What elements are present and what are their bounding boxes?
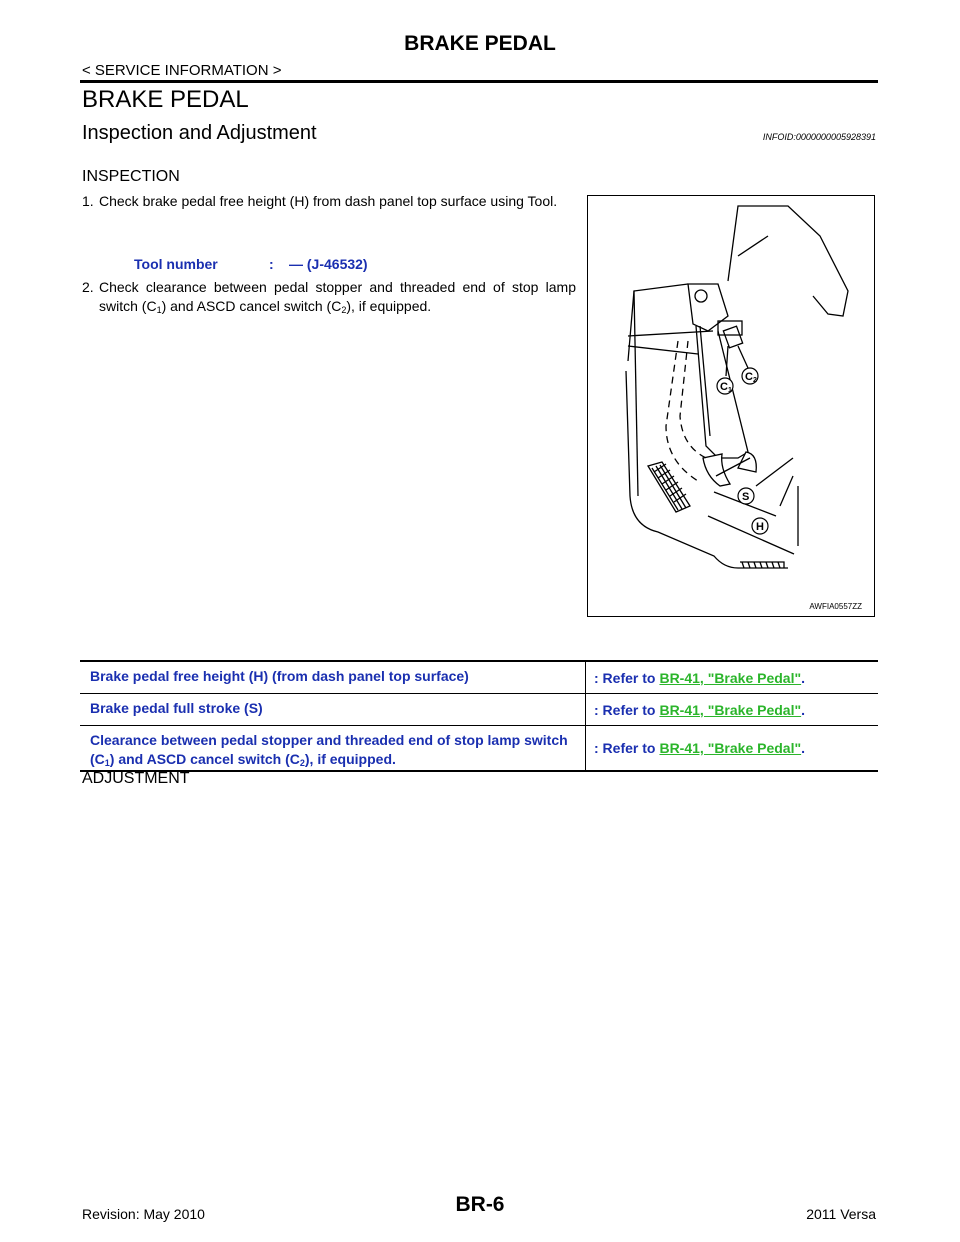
brake-pedal-drawing [588, 196, 873, 615]
inspection-step-1 [82, 192, 576, 211]
spec-name: Brake pedal free height (H) (from dash panel top surface) [80, 662, 586, 693]
breadcrumb: < SERVICE INFORMATION > [82, 62, 282, 79]
tool-separator: : [269, 256, 274, 272]
figure-code: AWFIA0557ZZ [809, 602, 862, 611]
adjustment-heading: ADJUSTMENT [82, 770, 190, 787]
reference-link[interactable]: BR-41, "Brake Pedal" [659, 740, 802, 756]
reference-link[interactable]: BR-41, "Brake Pedal" [659, 701, 802, 718]
brake-pedal-illustration [587, 195, 875, 617]
step-text: Check clearance between pedal stopper and threaded end of stop lamp switch $(C_1)$ and ASCD cancel switch $(C_2)$, if equipped. [99, 279, 576, 315]
step-text: Check brake pedal free height (H) from dash panel top surface using Tool. [99, 193, 558, 209]
inspection-heading: INSPECTION [82, 168, 180, 185]
footer-revision: Revision: May 2010 [82, 1206, 205, 1222]
tool-value: — (J-46532) [289, 256, 368, 272]
step-number: 1. [82, 193, 94, 209]
tool-label: Tool number [134, 256, 218, 272]
table-row [80, 662, 878, 694]
tool-number-spec [134, 256, 368, 272]
spec-value: : Refer to BR-41, "Brake Pedal" . [594, 669, 806, 686]
page-number: BR-6 [455, 1193, 505, 1216]
svg-text:S: S [742, 491, 750, 503]
spec-value: : Refer to BR-41, "Brake Pedal" . [594, 701, 806, 718]
spec-name: Clearance between pedal stopper and threaded end of stop lamp switch $(C_1)$ and ASCD cancel switch $(C_2)$, if equipped. [80, 726, 586, 770]
spec-name: Brake pedal full stroke (S) [80, 694, 586, 725]
page-header-title: BRAKE PEDAL [404, 32, 556, 55]
header-divider [80, 80, 878, 83]
table-row [80, 694, 878, 726]
reference-link[interactable]: BR-41, "Brake Pedal" [659, 669, 802, 686]
info-id: INFOID:0000000005928391 [762, 132, 876, 142]
subsection-title: Inspection and Adjustment [82, 122, 317, 144]
table-row [80, 726, 878, 770]
spec-value: : Refer to BR-41, "Brake Pedal" . [594, 740, 806, 756]
svg-text:C2: C2 [745, 371, 757, 384]
inspection-step-2 [82, 278, 576, 320]
svg-text:C1: C1 [720, 381, 732, 394]
footer-model: 2011 Versa [806, 1206, 876, 1222]
step-number: 2. [82, 279, 94, 295]
section-title: BRAKE PEDAL [82, 86, 249, 113]
svg-text:H: H [756, 521, 764, 533]
spec-table [80, 660, 878, 772]
